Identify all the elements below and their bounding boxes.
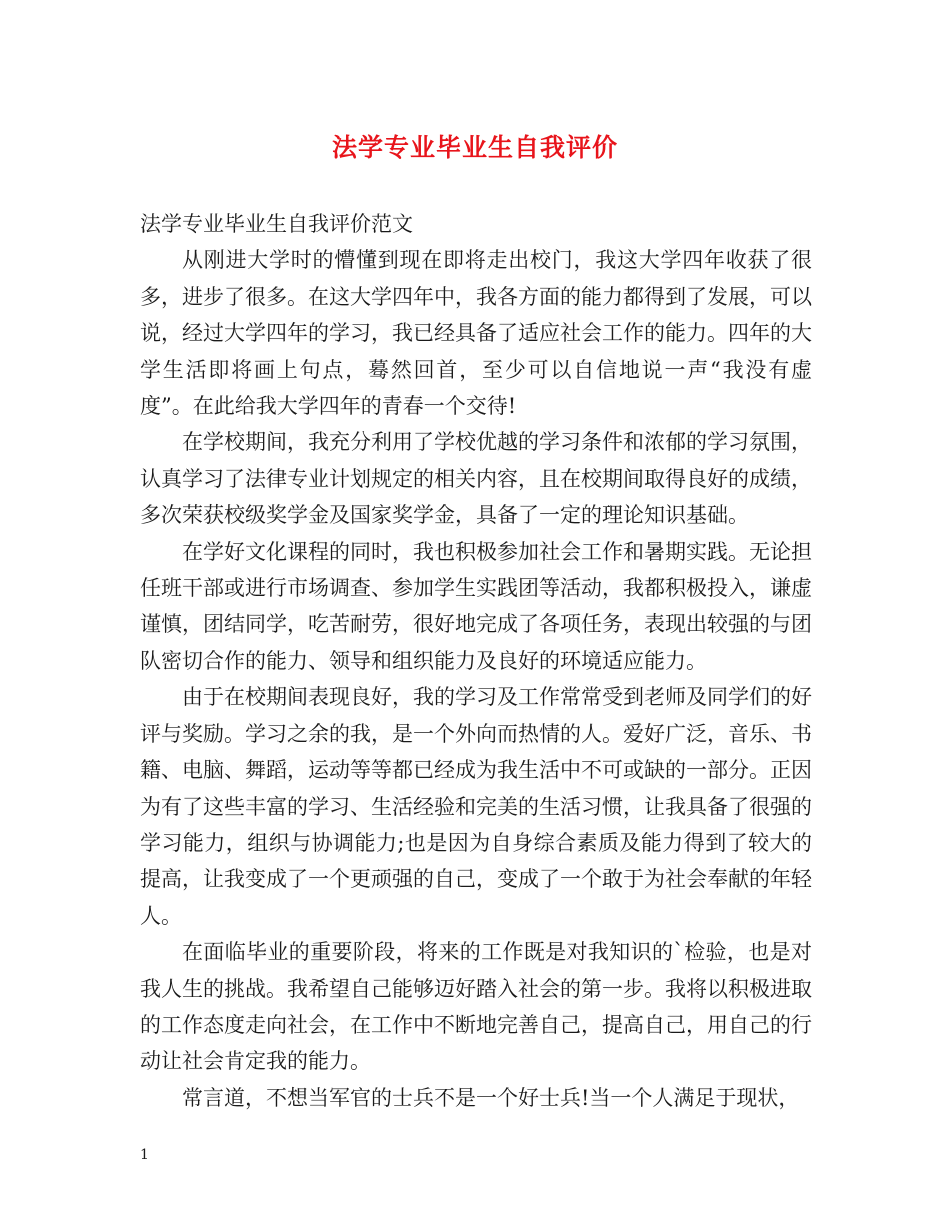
paragraph-4: 由于在校期间表现良好，我的学习及工作常常受到老师及同学们的好评与奖励。学习之余的我，是一个外向而热情的人。爱好广泛，音乐、书籍、电脑、舞蹈，运动等等都已经成为我生活中不可或缺的一部分。正因为有了这些丰富的学习、生活经验和完美的生活习惯，让我具备了很强的学习能力，组织与协调能力;也是因为自身综合素质及能力得到了较大的提高，让我变成了一个更顽强的自己，变成了一个敢于为社会奉献的年轻人。 — [140, 685, 812, 928]
paragraph-1: 从刚进大学时的懵懂到现在即将走出校门，我这大学四年收获了很多，进步了很多。在这大学四年中，我各方面的能力都得到了发展，可以说，经过大学四年的学习，我已经具备了适应社会工作的能力。四年的大学生活即将画上句点，蓦然回首，至少可以自信地说一声“我没有虚度”。在此给我大学四年的青春一个交待! — [140, 248, 812, 419]
page-number: 1 — [140, 1147, 149, 1163]
paragraph-3: 在学好文化课程的同时，我也积极参加社会工作和暑期实践。无论担任班干部或进行市场调查、参加学生实践团等活动，我都积极投入，谦虚谨慎，团结同学，吃苦耐劳，很好地完成了各项任务，表现出较强的与团队密切合作的能力、领导和组织能力及良好的环境适应能力。 — [140, 539, 812, 673]
document-title: 法学专业毕业生自我评价 — [331, 133, 618, 162]
document-body — [140, 206, 812, 1116]
paragraph-5: 在面临毕业的重要阶段，将来的工作既是对我知识的`检验，也是对我人生的挑战。我希望自己能够迈好踏入社会的第一步。我将以积极进取的工作态度走向社会，在工作中不断地完善自己，提高自己，用自己的行动让社会肯定我的能力。 — [140, 940, 812, 1074]
paragraph-6: 常言道，不想当军官的士兵不是一个好士兵!当一个人满足于现状， — [182, 1085, 800, 1110]
document-subtitle: 法学专业毕业生自我评价范文 — [140, 212, 413, 236]
paragraph-2: 在学校期间，我充分利用了学校优越的学习条件和浓郁的学习氛围，认真学习了法律专业计划规定的相关内容，且在校期间取得良好的成绩，多次荣获校级奖学金及国家奖学金，具备了一定的理论知识基础。 — [140, 430, 812, 528]
